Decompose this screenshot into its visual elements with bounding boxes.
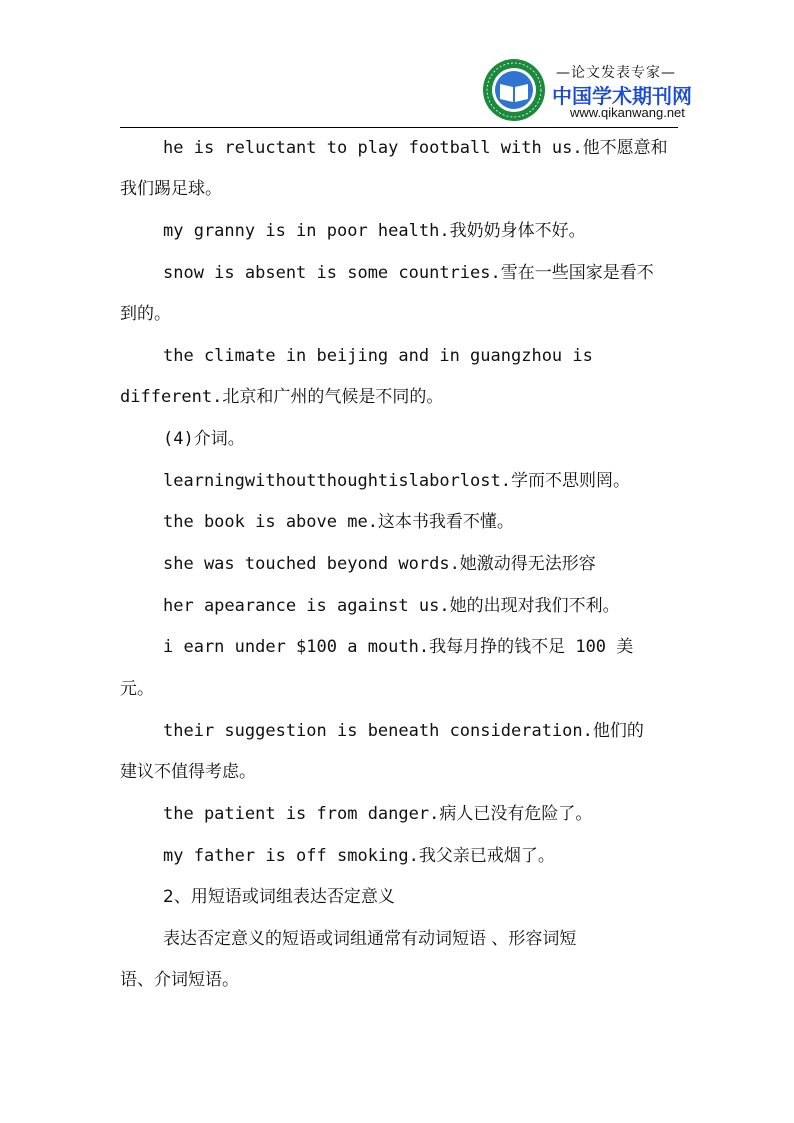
- header-divider: [120, 127, 678, 128]
- qikanwang-logo-icon: [482, 58, 546, 122]
- paragraph-line: 元。: [120, 679, 154, 699]
- paragraph-line: their suggestion is beneath consideration.他们的: [163, 721, 644, 741]
- paragraph-line: my father is off smoking.我父亲已戒烟了。: [163, 846, 555, 866]
- section-heading: (4)介词。: [163, 429, 245, 449]
- paragraph-line: 语、介词短语。: [120, 970, 239, 990]
- page-header: [0, 0, 794, 128]
- logo-slogan: —论文发表专家—: [556, 65, 676, 81]
- paragraph-line: she was touched beyond words.她激动得无法形容: [163, 554, 596, 574]
- paragraph-line: 到的。: [120, 304, 171, 324]
- paragraph-line: 建议不值得考虑。: [120, 762, 256, 782]
- paragraph-line: different.北京和广州的气候是不同的。: [120, 387, 444, 407]
- section-heading: 2、用短语或词组表达否定意义: [163, 887, 395, 907]
- paragraph-line: the book is above me.这本书我看不懂。: [163, 512, 514, 532]
- paragraph-line: snow is absent is some countries.雪在一些国家是看不: [163, 263, 654, 283]
- paragraph-line: 我们踢足球。: [120, 179, 222, 199]
- paragraph-line: he is reluctant to play football with us.他不愿意和: [163, 138, 668, 158]
- paragraph-line: i earn under $100 a mouth.我每月挣的钱不足 100 美: [163, 637, 634, 657]
- paragraph-line: the patient is from danger.病人已没有危险了。: [163, 804, 593, 824]
- logo-site-name: 中国学术期刊网: [552, 84, 692, 108]
- paragraph-line: my granny is in poor health.我奶奶身体不好。: [163, 221, 586, 241]
- paragraph-line: the climate in beijing and in guangzhou is: [163, 346, 593, 366]
- paragraph-line: her apearance is against us.她的出现对我们不利。: [163, 596, 620, 616]
- paragraph-line: learningwithoutthoughtislaborlost.学而不思则罔。: [163, 471, 630, 491]
- logo-site-url: www.qikanwang.net: [570, 105, 685, 120]
- paragraph-line: 表达否定意义的短语或词组通常有动词短语 、形容词短: [163, 929, 577, 949]
